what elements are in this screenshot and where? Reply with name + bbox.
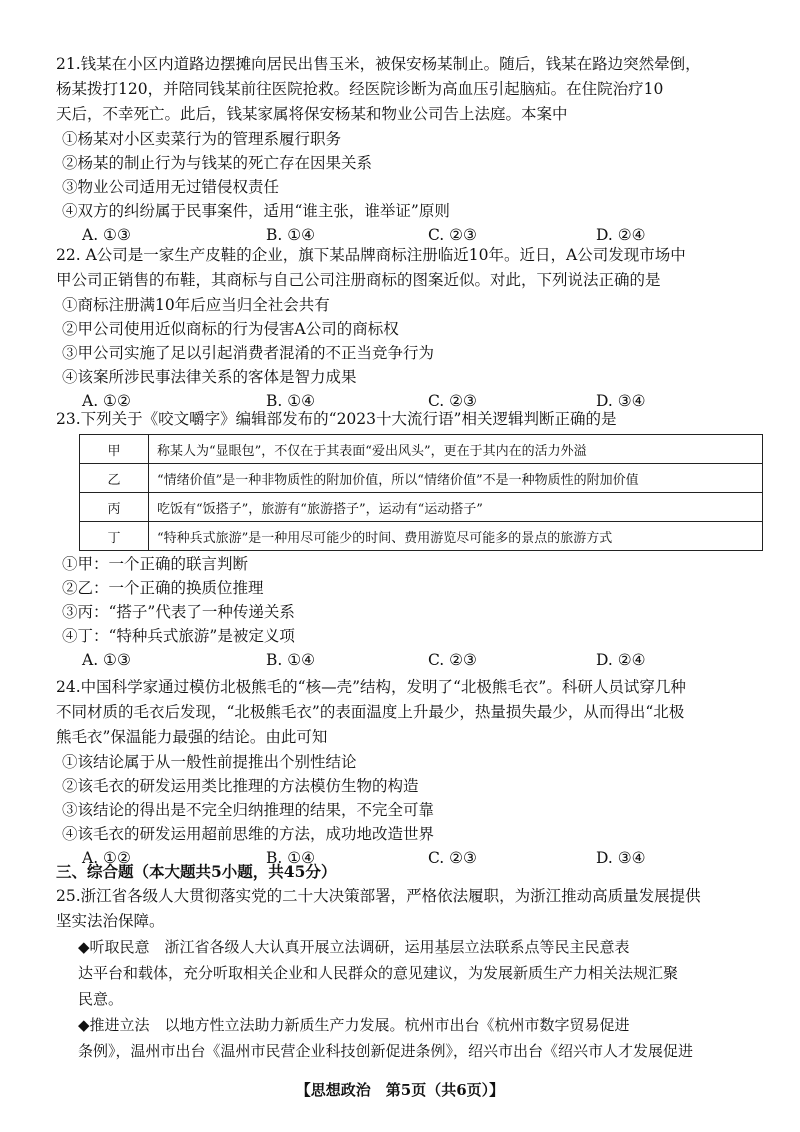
q22-stem-line: 甲公司正销售的布鞋，其商标与自己公司注册商标的图案近似。对此，下列说法正确的是 — [56, 271, 661, 289]
q25-material-line: ◆推进立法 以地方性立法助力新质生产力发展。杭州市出台《杭州市数字贸易促进 — [78, 1016, 630, 1034]
q24-choice-a: A. ①② — [82, 849, 131, 867]
q24-statement: ④该毛衣的研发运用超前思维的方法，成功地改造世界 — [62, 825, 435, 843]
q22-stem-line: 22. A公司是一家生产皮鞋的企业，旗下某品牌商标注册临近10年。近日，A公司发现市场中 — [56, 246, 686, 264]
q22-statement: ①商标注册满10年后应当归全社会共有 — [62, 296, 330, 314]
q21-choice-a: A. ①③ — [82, 226, 131, 244]
table-row — [80, 493, 763, 522]
q22-choice-b: B. ①④ — [266, 392, 316, 410]
table-text: “特种兵式旅游”是一种用尽可能少的时间、费用游览尽可能多的景点的旅游方式 — [149, 522, 763, 551]
q24-choice-b: B. ①④ — [266, 849, 316, 867]
table-row — [80, 435, 763, 464]
question-22 — [56, 243, 762, 413]
q22-choice-c: C. ②③ — [428, 392, 477, 410]
q22-statement: ③甲公司实施了足以引起消费者混淆的不正当竞争行为 — [62, 344, 435, 362]
q22-statement: ④该案所涉民事法律关系的客体是智力成果 — [62, 368, 357, 386]
question-24 — [56, 675, 762, 870]
table-row — [80, 522, 763, 551]
q24-stem-line: 熊毛衣”保温能力最强的结论。由此可知 — [56, 728, 328, 746]
q21-stem-line: 天后，不幸死亡。此后，钱某家属将保安杨某和物业公司告上法庭。本案中 — [56, 105, 568, 123]
q22-choice-d: D. ③④ — [596, 392, 646, 410]
table-key: 乙 — [80, 464, 149, 493]
q23-statement: ②乙：一个正确的换质位推理 — [62, 579, 264, 597]
q23-choice-d: D. ②④ — [596, 651, 646, 669]
q23-stem-line: 23.下列关于《咬文嚼字》编辑部发布的“2023十大流行语”相关逻辑判断正确的是 — [56, 410, 617, 428]
table-key: 甲 — [80, 435, 149, 464]
q24-stem-line: 24.中国科学家通过模仿北极熊毛的“核—壳”结构，发明了“北极熊毛衣”。科研人员试穿几种 — [56, 678, 686, 696]
question-21 — [56, 52, 762, 247]
q23-choice-c: C. ②③ — [428, 651, 477, 669]
q23-table — [79, 434, 763, 551]
q21-statement: ④双方的纠纷属于民事案件，适用“谁主张，谁举证”原则 — [62, 202, 450, 220]
question-25 — [56, 884, 762, 934]
q24-choice-c: C. ②③ — [428, 849, 477, 867]
table-row — [80, 464, 763, 493]
q21-choice-d: D. ②④ — [596, 226, 646, 244]
q24-statement: ②该毛衣的研发运用类比推理的方法模仿生物的构造 — [62, 777, 419, 795]
q24-statement: ③该结论的得出是不完全归纳推理的结果，不完全可靠 — [62, 801, 435, 819]
q21-stem-line: 杨某拨打120，并陪同钱某前往医院抢救。经医院诊断为高血压引起脑疝。在住院治疗10 — [56, 80, 664, 98]
q25-material-2 — [78, 1012, 766, 1064]
q21-stem-line: 21.钱某在小区内道路边摆摊向居民出售玉米，被保安杨某制止。随后，钱某在路边突然晕倒， — [56, 55, 701, 73]
q23-choice-a: A. ①③ — [82, 651, 131, 669]
q22-statement: ②甲公司使用近似商标的行为侵害A公司的商标权 — [62, 320, 399, 338]
q25-stem-line: 坚实法治保障。 — [56, 912, 165, 930]
question-23-options — [56, 552, 762, 672]
q25-material-1 — [78, 934, 766, 1012]
q23-choice-b: B. ①④ — [266, 651, 316, 669]
table-key: 丁 — [80, 522, 149, 551]
q21-statement: ③物业公司适用无过错侵权责任 — [62, 178, 280, 196]
q25-stem-line: 25.浙江省各级人大贯彻落实党的二十大决策部署，严格依法履职，为浙江推动高质量发展提供 — [56, 887, 701, 905]
table-text: 吃饭有“饭搭子”，旅游有“旅游搭子”，运动有“运动搭子” — [149, 493, 763, 522]
q25-material-line: 条例》，温州市出台《温州市民营企业科技创新促进条例》，绍兴市出台《绍兴市人才发展促进 — [78, 1042, 694, 1060]
q21-choice-c: C. ②③ — [428, 226, 477, 244]
q24-choice-d: D. ③④ — [596, 849, 646, 867]
section-heading: 三、综合题（本大题共5小题，共45分） — [56, 862, 337, 881]
question-23-stem — [56, 407, 762, 432]
table-text: “情绪价值”是一种非物质性的附加价值，所以“情绪价值”不是一种物质性的附加价值 — [149, 464, 763, 493]
q21-statement: ①杨某对小区卖菜行为的管理系履行职务 — [62, 130, 342, 148]
q23-statement: ③丙：“搭子”代表了一种传递关系 — [62, 603, 295, 621]
table-key: 丙 — [80, 493, 149, 522]
q25-material-line: ◆听取民意 浙江省各级人大认真开展立法调研，运用基层立法联系点等民主民意表 — [78, 938, 630, 956]
q23-statement: ④丁：“特种兵式旅游”是被定义项 — [62, 627, 295, 645]
q24-stem-line: 不同材质的毛衣后发现，“北极熊毛衣”的表面温度上升最少，热量损失最少，从而得出“北极 — [56, 703, 685, 721]
q21-choice-b: B. ①④ — [266, 226, 316, 244]
page-footer: 【思想政治 第5页（共6页）】 — [295, 1081, 505, 1099]
q23-choices — [56, 648, 762, 672]
q23-statement: ①甲：一个正确的联言判断 — [62, 555, 249, 573]
q25-material-line: 民意。 — [78, 990, 124, 1008]
table-text: 称某人为“显眼包”，不仅在于其表面“爱出风头”，更在于其内在的活力外溢 — [149, 435, 763, 464]
q24-statement: ①该结论属于从一般性前提推出个别性结论 — [62, 753, 357, 771]
q21-statement: ②杨某的制止行为与钱某的死亡存在因果关系 — [62, 154, 373, 172]
q22-choice-a: A. ①② — [82, 392, 131, 410]
q25-material-line: 达平台和载体，充分听取相关企业和人民群众的意见建议，为发展新质生产力相关法规汇聚 — [78, 964, 679, 982]
